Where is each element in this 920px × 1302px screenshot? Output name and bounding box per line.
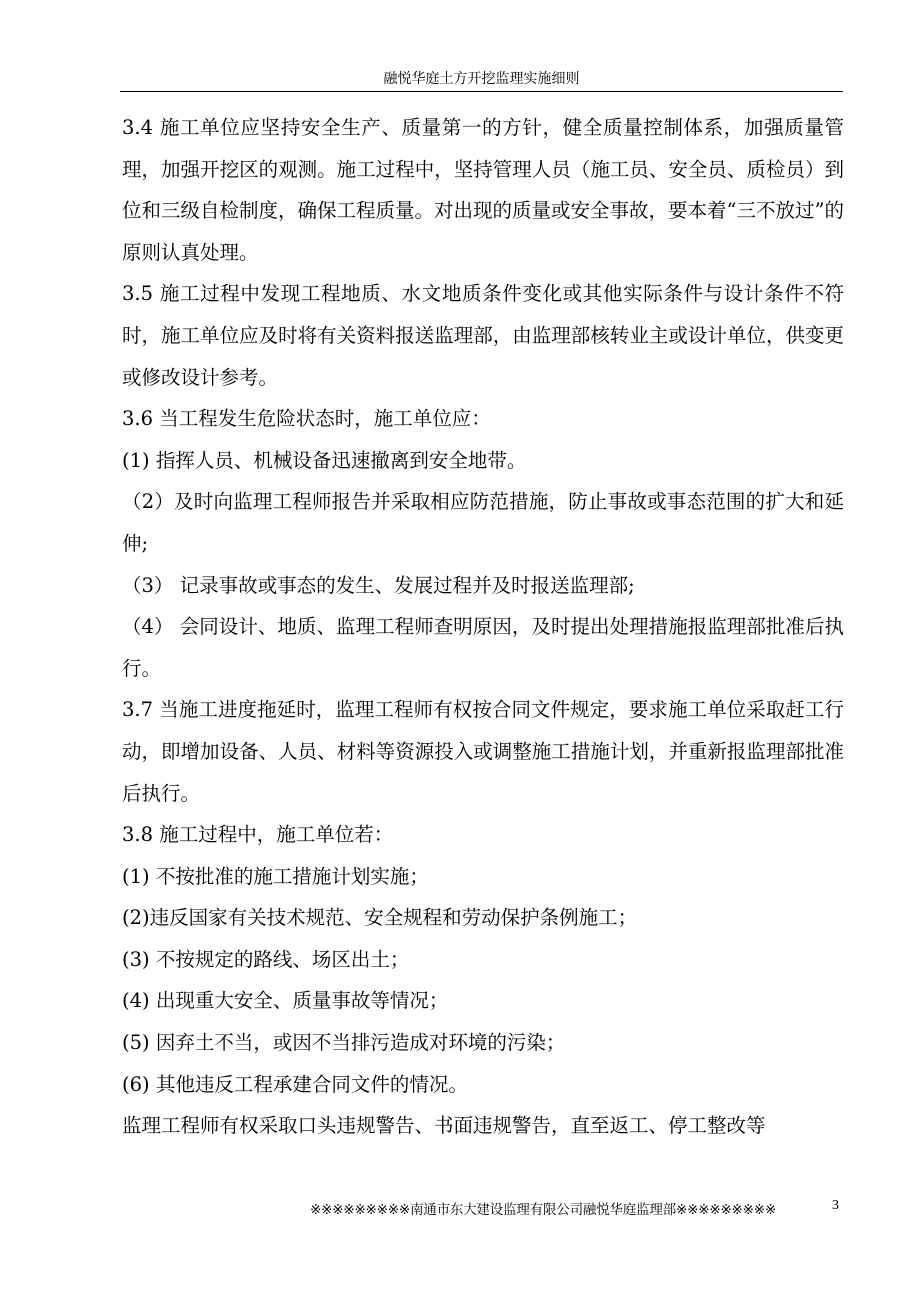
list-item-3-8-6: (6) 其他违反工程承建合同文件的情况。 xyxy=(122,1072,468,1096)
header-rule xyxy=(120,91,843,92)
list-item-3-6-3: （3） 记录事故或事态的发生、发展过程并及时报送监理部; xyxy=(122,573,635,597)
paragraph-3-8: 3.8 施工过程中，施工单位若： xyxy=(122,823,394,847)
list-item-3-8-3: (3) 不按规定的路线、场区出土； xyxy=(122,947,410,971)
page-number: 3 xyxy=(832,1198,839,1213)
document-body xyxy=(122,107,844,1147)
paragraph-3-6: 3.6 当工程发生危险状态时，施工单位应： xyxy=(122,407,491,431)
paragraph-conclusion: 监理工程师有权采取口头违规警告、书面违规警告，直至返工、停工整改等 xyxy=(122,1114,766,1138)
page-footer-text: ※※※※※※※※※南通市东大建设监理有限公司融悦华庭监理部※※※※※※※※※ xyxy=(310,1202,777,1218)
list-item-3-6-2: （2）及时向监理工程师报告并采取相应防范措施，防止事故或事态范围的扩大和延伸; xyxy=(122,490,844,555)
list-item-3-6-1: (1) 指挥人员、机械设备迅速撤离到安全地带。 xyxy=(122,448,527,472)
list-item-3-8-1: (1) 不按批准的施工措施计划实施； xyxy=(122,864,429,888)
list-item-3-6-4: （4） 会同设计、地质、监理工程师查明原因，及时提出处理措施报监理部批准后执行。 xyxy=(122,615,844,680)
paragraph-3-4: 3.4 施工单位应坚持安全生产、质量第一的方针，健全质量控制体系，加强质量管理，加强开挖区的观测。施工过程中，坚持管理人员（施工员、安全员、质检员）到位和三级自检制度，确保工程质量。对出现的质量或安全事故，要本着“三不放过”的原则认真处理。 xyxy=(122,116,844,264)
paragraph-3-5: 3.5 施工过程中发现工程地质、水文地质条件变化或其他实际条件与设计条件不符时，施工单位应及时将有关资料报送监理部，由监理部核转业主或设计单位，供变更或修改设计参考。 xyxy=(122,282,844,389)
list-item-3-8-2: (2)违反国家有关技术规范、安全规程和劳动保护条例施工； xyxy=(122,906,638,930)
list-item-3-8-5: (5) 因弃土不当，或因不当排污造成对环境的污染； xyxy=(122,1031,566,1055)
paragraph-3-7: 3.7 当施工进度拖延时，监理工程师有权按合同文件规定，要求施工单位采取赶工行动，即增加设备、人员、材料等资源投入或调整施工措施计划，并重新报监理部批准后执行。 xyxy=(122,698,844,805)
page-header-title: 融悦华庭土方开挖监理实施细则 xyxy=(383,71,580,87)
list-item-3-8-4: (4) 出现重大安全、质量事故等情况； xyxy=(122,989,449,1013)
